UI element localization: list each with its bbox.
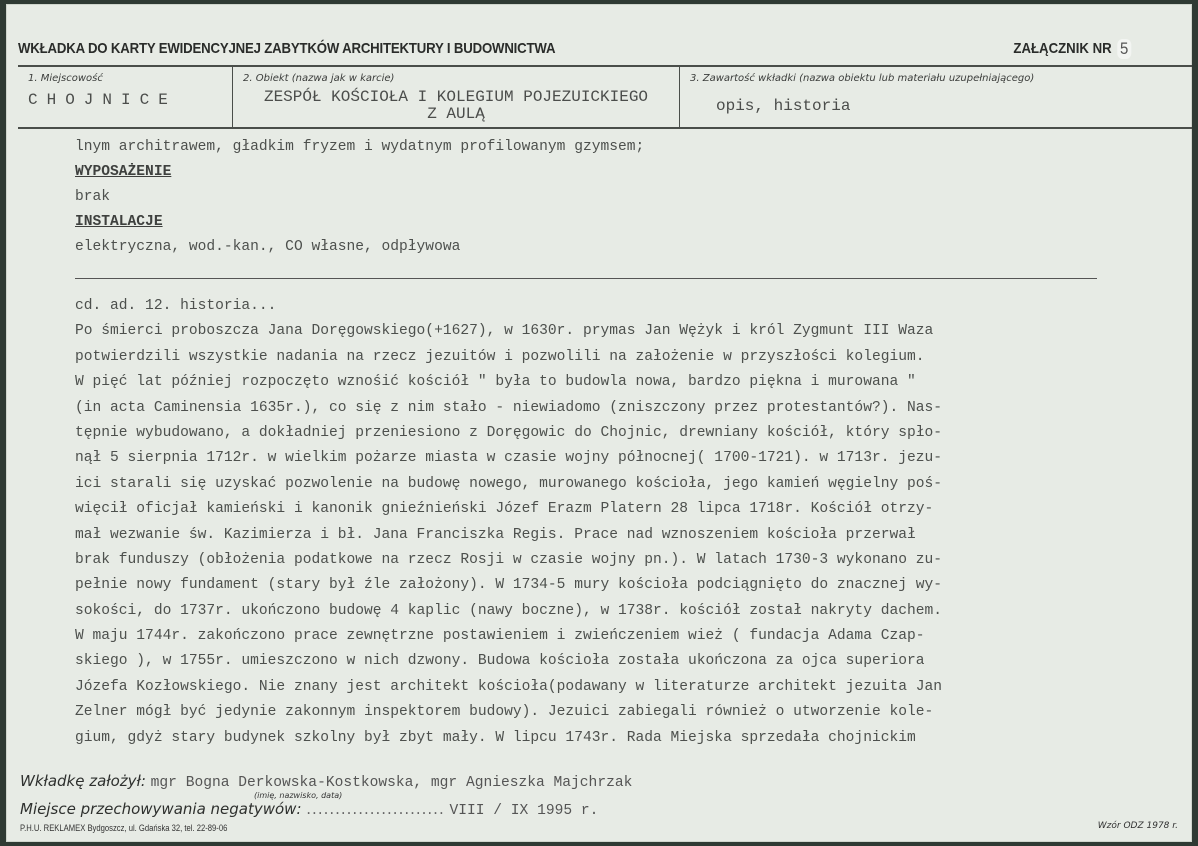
- annex-number: 5: [1118, 39, 1132, 59]
- history-line: więcił oficjał kamieński i kanonik gnieźnieński Józef Erazm Platern 28 lipca 1718r. Kościół otrzy-: [75, 501, 934, 518]
- contents-label: 3. Zawartość wkładki (nazwa obiektu lub materiału uzupełniającego): [690, 73, 1035, 84]
- date-value: VIII / IX 1995 r.: [449, 803, 599, 819]
- history-line: tępnie wybudowano, a dokładniej przeniesiono z Doręgowic do Chojnic, drewniany kościół, który spło-: [75, 424, 943, 441]
- history-line: mał wezwanie św. Kazimierza i bł. Jana Franciszka Regis. Prace nad wznoszeniem kościoła przerwał: [75, 526, 916, 543]
- locality-value: CHOJNICE: [28, 91, 177, 109]
- annex-number-block: [1013, 39, 1129, 58]
- negatives-label: Miejsce przechowywania negatywów:: [20, 800, 302, 818]
- section-heading-equipment: WYPOSAŻENIE: [75, 164, 172, 180]
- form-header-table: [18, 65, 1192, 129]
- object-value: [233, 89, 679, 123]
- history-line: nął 5 sierpnia 1712r. w wielkim pożarze miasta w czasie wojny północnej( 1700-1721). w 1713r. jezu-: [75, 450, 943, 467]
- history-line: Po śmierci proboszcza Jana Doręgowskiego(+1627), w 1630r. prymas Jan Wężyk i król Zygmunt III Waza: [75, 323, 934, 340]
- section-divider: [75, 278, 1097, 280]
- template-note: Wzór ODZ 1978 r.: [1097, 821, 1178, 831]
- negatives-dots: ........................: [306, 800, 445, 818]
- printer-imprint: P.H.U. REKLAMEX Bydgoszcz, ul. Gdańska 32, tel. 22-89-06: [20, 823, 228, 833]
- inventory-card-insert: [6, 4, 1192, 842]
- author-value: mgr Bogna Derkowska-Kostkowska, mgr Agnieszka Majchrzak: [150, 775, 633, 791]
- author-label: Wkładkę założył:: [20, 772, 146, 790]
- section-text-equipment: brak: [75, 189, 111, 205]
- history-text: [75, 294, 1155, 751]
- history-line: pełnie nowy fundament (stary był źle założony). W 1734-5 mury kościoła podciągnięto do znacznej wy-: [75, 577, 943, 594]
- history-line: cd. ad. 12. historia...: [75, 298, 277, 314]
- document-title: WKŁADKA DO KARTY EWIDENCYJNEJ ZABYTKÓW ARCHITEKTURY I BUDOWNICTWA: [18, 40, 556, 57]
- section-heading-installations: INSTALACJE: [75, 214, 163, 230]
- intro-line: lnym architrawem, gładkim fryzem i wydatnym profilowanym gzymsem;: [75, 139, 645, 155]
- history-line: skiego ), w 1755r. umieszczono w nich dzwony. Budowa kościoła została ukończona za ojca superiora: [75, 653, 925, 670]
- history-line: potwierdzili wszystkie nadania na rzecz jezuitów i pozwolili na założenie w przyszłości kolegium.: [75, 348, 925, 365]
- author-hint: (imię, nazwisko, data): [254, 791, 343, 800]
- history-line: Zelner mógł być jedynie zakonnym inspektorem budowy). Jezuici zabiegali również o utworzenie kole-: [75, 704, 934, 721]
- history-line: ici starali się uzyskać pozwolenie na budowę nowego, murowanego kościoła, jego kamień węgielny poś-: [75, 475, 943, 492]
- locality-field: [18, 67, 232, 127]
- author-row: [20, 772, 632, 791]
- object-label: 2. Obiekt (nazwa jak w karcie): [243, 73, 395, 84]
- negatives-row: [20, 800, 598, 819]
- history-line: Józefa Kozłowskiego. Nie znany jest architekt kościoła(podawany w literaturze architekt jezuita Jan: [75, 678, 943, 695]
- history-line: gium, gdyż stary budynek szkolny był zbyt mały. W lipcu 1743r. Rada Miejska sprzedała chojnickim: [75, 729, 916, 746]
- annex-label: ZAŁĄCZNIK NR: [1013, 40, 1112, 57]
- object-value-line-2: Z AULĄ: [427, 105, 485, 123]
- typed-body: [75, 135, 1155, 751]
- locality-label: 1. Miejscowość: [28, 73, 103, 84]
- object-value-line-1: ZESPÓŁ KOŚCIOŁA I KOLEGIUM POJEZUICKIEGO: [263, 88, 649, 106]
- contents-value: opis, historia: [716, 97, 851, 115]
- history-line: W pięć lat później rozpoczęto wznośić kościół " była to budowla nowa, bardzo piękna i murowana ": [75, 374, 916, 391]
- contents-field: [679, 67, 1192, 127]
- object-field: [232, 67, 679, 127]
- history-line: brak funduszy (obłożenia podatkowe na rzecz Rosji w czasie wojny pn.). W latach 1730-3 wykonano zu-: [75, 551, 943, 568]
- section-text-installations: elektryczna, wod.-kan., CO własne, odpływowa: [75, 239, 461, 255]
- history-line: (in acta Caminensia 1635r.), co się z nim stało - niewiadomo (zniszczony przez protestantów?). Nas-: [75, 399, 943, 416]
- history-line: W maju 1744r. zakończono prace zewnętrzne postawieniem i zwieńczeniem wież ( fundacja Adama Czap-: [75, 628, 925, 645]
- history-line: sokości, do 1737r. ukończono budowę 4 kaplic (nawy boczne), w 1738r. kościół został nakryty dachem.: [75, 602, 943, 619]
